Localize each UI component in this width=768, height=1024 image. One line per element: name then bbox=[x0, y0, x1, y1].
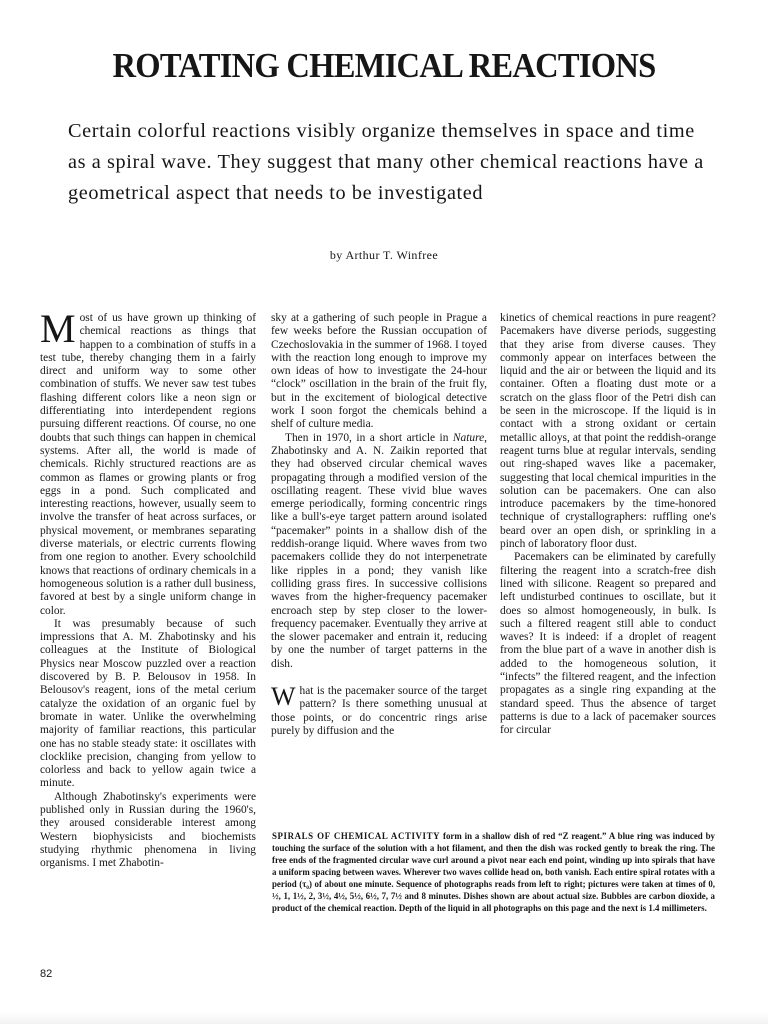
paragraph-text: Then in 1970, in a short article in bbox=[285, 431, 453, 444]
paragraph-text: hat is the pacemaker source of the target pattern? Is there something unusual at those points, or do concentric rings arise purely by diffusion and the bbox=[271, 685, 487, 737]
page-edge-shadow bbox=[0, 1012, 768, 1024]
author-byline: by Arthur T. Winfree bbox=[329, 248, 439, 262]
journal-name: Nature bbox=[452, 431, 485, 444]
paragraph bbox=[271, 432, 487, 671]
paragraph: Although Zhabotinsky's experiments were published only in Russian during the 1960's, they aroused considerable interest among Western biophysicists and biochemists studying rhythmic phenomena in living organisms. I met Zhabotin- bbox=[40, 790, 256, 870]
figure-caption bbox=[272, 830, 715, 914]
paragraph-text: , Zhabotinsky and A. N. Zaikin reported that they had observed circular chemical waves propagating through a modified version of the oscillating reagent. These vivid blue waves emerge periodically, forming concentric rings like a bull's-eye target pattern around isolated “pacemaker” points in a shallow dish of the reddish-orange liquid. Where waves from two pacemakers collide they do not interpenetrate like ripples in a pond; they vanish like colliding grass fires. In successive collisions waves from the higher-frequency pacemaker encroach step by step closer to the lower-frequency pacemaker. Eventually they arrive at the slower pacemaker and entrain it, reducing by one the number of target patterns in the dish. bbox=[271, 431, 487, 670]
drop-cap: M bbox=[40, 306, 76, 351]
text-column-2 bbox=[271, 312, 487, 738]
paragraph-text: ost of us have grown up thinking of chemical reactions as things that happen to a combination of stuffs in a test tube, thereby changing them in a fairly direct and uniform way to some other combination of stuffs. We never saw test tubes flashing different colors like a neon sign or differentiating into interdependent regions pursuing different reactions. Of course, no one doubts that such things can happen in chemical systems. After all, the world is made of chemicals. Richly structured reactions are as common as flames or growing plants or frog eggs in a pond. Such complicated and interesting reactions, however, usually seem to involve the transfer of heat across surfaces, or physical movement, or membranes separating diverse materials, or electric currents flowing from one region to another. Every schoolchild knows that reactions of ordinary chemicals in a homogeneous solution is a rather dull business, favored at best by a single uniform change in color. bbox=[40, 312, 256, 617]
paragraph: sky at a gathering of such people in Prague a few weeks before the Russian occupation of Czechoslovakia in the summer of 1968. I toyed with the reaction long enough to improve my own ideas of how to investigate the 24-hour “clock” oscillation in the brain of the fruit fly, but in the excitement of biological detective work I soon forgot the chemicals behind a shelf of culture media. bbox=[271, 312, 487, 431]
paragraph: Pacemakers can be eliminated by carefully filtering the reagent into a scratch-free dish lined with silicone. Reagent so prepared and left undisturbed continues to oscillate, but it does so almost homogeneously, in bulk. Is such a filtered reagent still able to conduct waves? It is indeed: if a droplet of reagent from the blue part of a wave in another dish is added to the homogeneous solution, it “infects” the filtered reagent, and the infection propagates as a single ring expanding at the standard speed. Thus the absence of target patterns is due to a lack of pacemaker sources for circular bbox=[500, 551, 716, 737]
paragraph: kinetics of chemical reactions in pure reagent? Pacemakers have diverse periods, suggesting that they arise from diverse causes. They commonly appear on interfaces between the liquid and the air or between the liquid and its container. Often a floating dust mote or a scratch on the glass floor of the Petri dish can be seen in the microscope. If the liquid is in contact with a strong oxidant or certain metallic alloys, at that point the reddish-orange reagent turns blue at regular intervals, sending out ring-shaped waves like a pacemaker, suggesting that local chemical impurities in the solution can be pacemakers. One can also introduce pacemakers by the time-honored technique of crystallographers: ruffling one's beard over an open dish, or sprinkling in a pinch of laboratory floor dust. bbox=[500, 312, 716, 551]
page-number: 82 bbox=[40, 968, 53, 980]
caption-symbol: τ₀ bbox=[302, 879, 309, 889]
article-title: ROTATING CHEMICAL REACTIONS bbox=[112, 46, 656, 85]
article-subtitle: Certain colorful reactions visibly organize themselves in space and time as a spiral wave. They suggest that many other chemical reactions have a geometrical aspect that needs to be investigated bbox=[68, 120, 704, 204]
caption-lead: SPIRALS OF CHEMICAL ACTIVITY bbox=[272, 831, 441, 841]
caption-text: form in a shallow dish of red “Z reagent.” A blue ring was induced by touching the surface of the solution with a hot filament, and then the dish was rocked gently to break the ring. The free ends of the fragmented circular wave curl around a pivot near each end point, winding up into spirals that have a uniform spacing between waves. Wherever two waves collide head on, both vanish. Each entire spiral rotates with a period ( bbox=[272, 831, 715, 889]
paragraph: It was presumably because of such impressions that A. M. Zhabotinsky and his colleagues at the Institute of Biological Physics near Moscow puzzled over a reaction discovered by B. P. Belousov in 1958. In Belousov's reagent, ions of the metal cerium catalyze the oxidation of an organic fuel by bromate in water. Unlike the overwhelming majority of familiar reactions, this particular one has no stable steady state: it oscillates with clocklike precision, changing from yellow to colorless and back to yellow again twice a minute. bbox=[40, 617, 256, 790]
paragraph bbox=[271, 682, 487, 738]
paragraph bbox=[40, 306, 256, 618]
caption-text: ) of about one minute. Sequence of photographs reads from left to right; pictures were taken at times of 0, ½, 1, 1½, 2, 3½, 4½, 5½, 6½, 7, 7½ and 8 minutes. Dishes shown are about actual size. Bubbles are carbon dioxide, a product of the chemical reaction. Depth of the liquid in all photographs on this page and the next is 1.4 millimeters. bbox=[272, 879, 715, 913]
text-column-1 bbox=[40, 306, 256, 870]
text-column-3 bbox=[500, 312, 716, 738]
drop-cap: W bbox=[271, 682, 296, 712]
